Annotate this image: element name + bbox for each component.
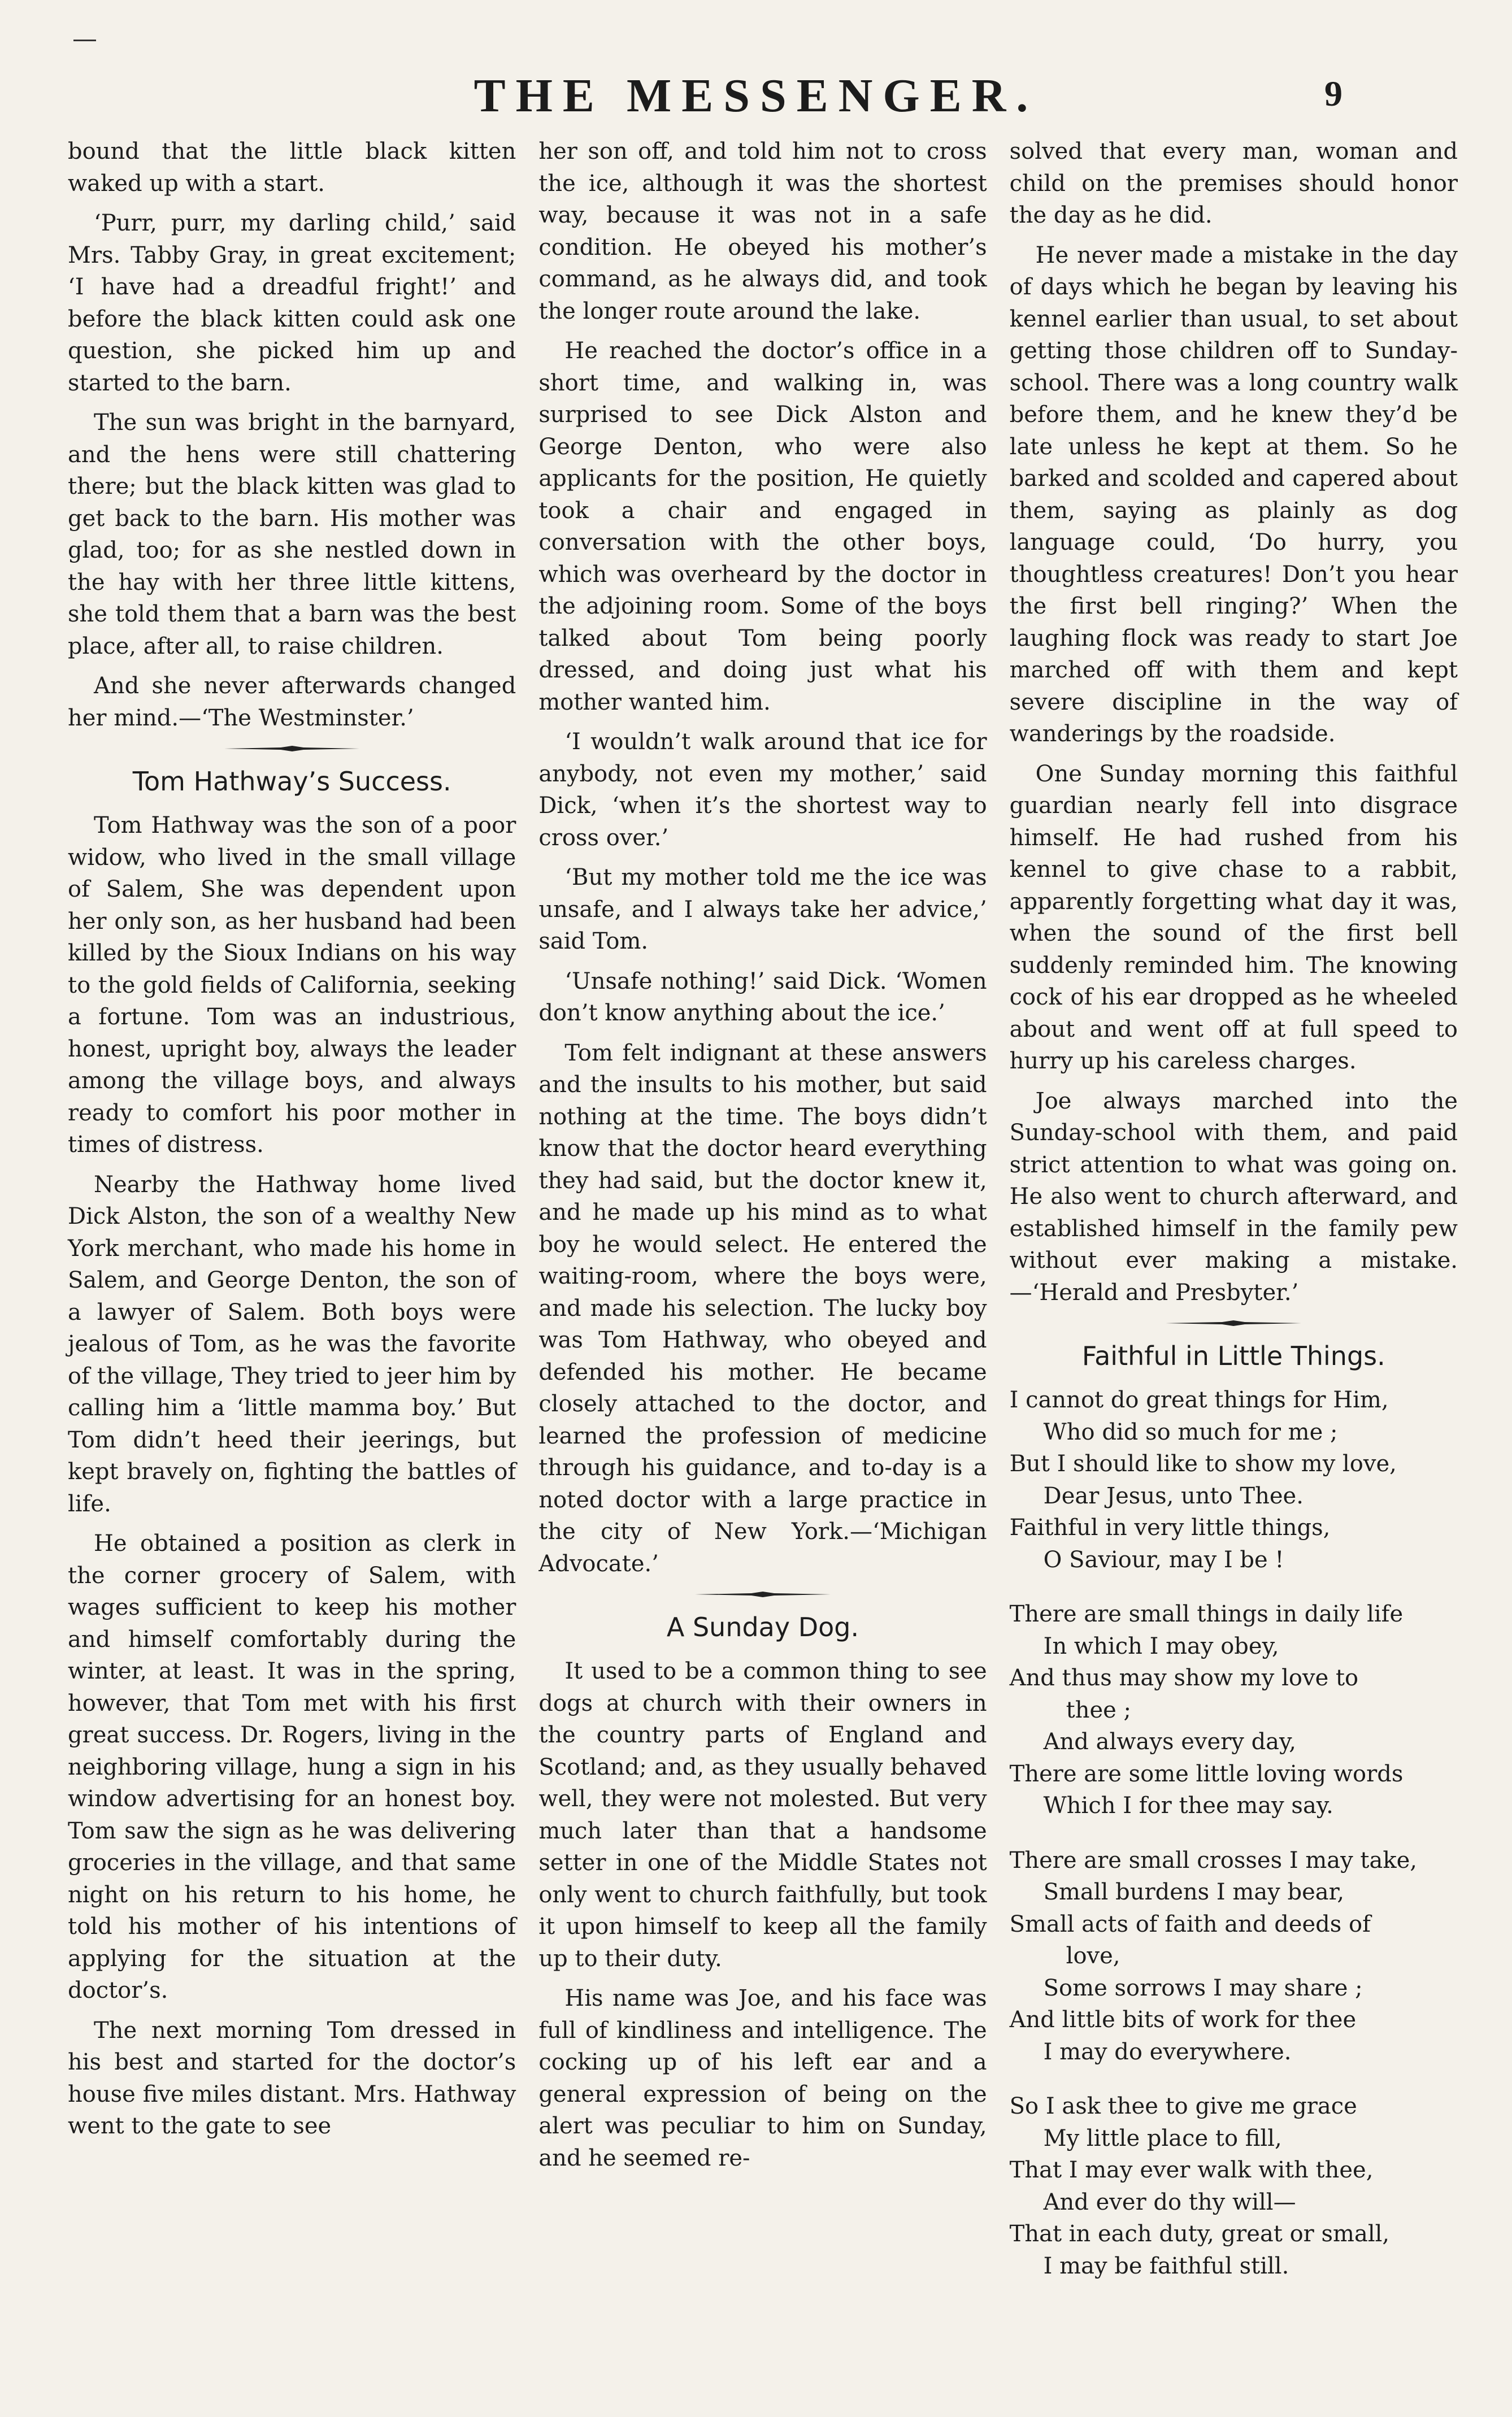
poem-heading: Faithful in Little Things. bbox=[1081, 1341, 1385, 1371]
poem-stanza bbox=[1010, 1845, 1458, 2068]
poem-line: And thus may show my love to bbox=[1009, 1665, 1359, 1691]
poem-line: Some sorrows I may share ; bbox=[1043, 1975, 1363, 2001]
paragraph: It used to be a common thing to see dogs at church with their owners in the country parts of England and Scotland; and, as they usually behaved well, they were not molested. But very much later than that a handsome setter in one of the Middle States not only went to church faithfully, but took it upon himself to keep all the family up to their duty. bbox=[538, 1658, 987, 1972]
section-divider bbox=[68, 745, 516, 752]
article-heading: A Sunday Dog. bbox=[666, 1612, 859, 1642]
paragraph: His name was Joe, and his face was full of kindliness and intelligence. The cocking up of his left ear and a general expression of being on the alert was peculiar to him on Sunday, and he seemed re- bbox=[538, 1985, 987, 2171]
poem-stanza bbox=[1010, 2090, 1458, 2282]
poem-line: That I may ever walk with thee, bbox=[1009, 2157, 1374, 2183]
paragraph: ‘But my mother told me the ice was unsafe, and I always take her advice,’ said Tom. bbox=[538, 864, 987, 954]
paragraph: bound that the little black kitten waked up with a start. bbox=[68, 138, 516, 197]
column-1 bbox=[68, 136, 516, 2373]
poem-line: There are some little loving words bbox=[1009, 1760, 1404, 1787]
paragraph: The sun was bright in the barnyard, and the hens were still chattering there; but the black kitten was glad to get back to the barn. His mother was glad, too; for as she nestled down in the hay with her three little kittens, she told them that a barn was the best place, after all, to raise children. bbox=[68, 410, 516, 659]
paragraph: Joe always marched into the Sunday-school with them, and paid strict attention to what was going on. He also went to church afterward, and established himself in the family pew without ever making a mistake.—‘Herald and Presbyter.’ bbox=[1009, 1088, 1458, 1306]
page-number: 9 bbox=[1324, 73, 1342, 114]
poem-line: I cannot do great things for Him, bbox=[1009, 1387, 1389, 1413]
poem-line: love, bbox=[1066, 1943, 1120, 1969]
paragraph: solved that every man, woman and child on the premises should honor the day as he did. bbox=[1009, 138, 1458, 228]
section-divider bbox=[538, 1591, 987, 1598]
paragraph: He obtained a position as clerk in the corner grocery of Salem, with wages sufficient to keep his mother and himself comfortably during the winter, at least. It was in the spring, however, that Tom met with his first great success. Dr. Rogers, living in the neighboring village, hung a sign in his window advertising for an honest boy. Tom saw the sign as he was delivering groceries in the village, and that same night on his return to his home, he told his mother of his intentions of applying for the situation at the doctor’s. bbox=[68, 1531, 516, 2003]
column-2 bbox=[538, 136, 987, 2373]
poem-line: O Saviour, may I be ! bbox=[1043, 1546, 1284, 1573]
poem-line: I may do everywhere. bbox=[1043, 2038, 1292, 2065]
paragraph: Nearby the Hathway home lived Dick Alston, the son of a wealthy New York merchant, who made his home in Salem, and George Denton, the son of a lawyer of Salem. Both boys were jealous of Tom, as he was the favorite of the village, They tried to jeer him by calling him a ‘little mamma boy.’ But Tom didn’t heed their jeerings, but kept bravely on, fighting the battles of life. bbox=[68, 1171, 516, 1517]
poem-line: Dear Jesus, unto Thee. bbox=[1043, 1483, 1304, 1509]
poem-line: And ever do thy will— bbox=[1043, 2189, 1296, 2215]
article-columns bbox=[68, 136, 1458, 2373]
poem-line: Faithful in very little things, bbox=[1009, 1515, 1331, 1541]
poem-line: In which I may obey, bbox=[1043, 1633, 1279, 1659]
paragraph: ‘I wouldn’t walk around that ice for anybody, not even my mother,’ said Dick, ‘when it’s the shortest way to cross over.’ bbox=[538, 729, 987, 851]
corner-mark bbox=[73, 40, 96, 41]
poem-line: Small acts of faith and deeds of bbox=[1009, 1911, 1371, 1937]
column-3 bbox=[1010, 136, 1458, 2373]
poem-line: And little bits of work for thee bbox=[1009, 2007, 1357, 2033]
poem-line: But I should like to show my love, bbox=[1009, 1451, 1397, 1477]
paragraph: And she never afterwards changed her mind.—‘The Westminster.’ bbox=[68, 673, 516, 731]
paragraph: ‘Unsafe nothing!’ said Dick. ‘Women don’t know anything about the ice.’ bbox=[538, 968, 987, 1026]
article-heading: Tom Hathway’s Success. bbox=[132, 766, 451, 797]
paragraph: ‘Purr, purr, my darling child,’ said Mrs. Tabby Gray, in great excitement; ‘I have had a dreadful fright!’ and before the black kitten could ask one question, she picked him up and started to the barn. bbox=[68, 210, 516, 396]
section-divider bbox=[1010, 1320, 1458, 1327]
poem-stanza bbox=[1010, 1384, 1458, 1576]
paragraph: He never made a mistake in the day of days which he began by leaving his kennel earlier than usual, to set about getting those children off to Sunday-school. There was a long country walk before them, and he knew they’d be late unless he kept at them. So he barked and scolded and capered about them, saying as plainly as dog language could, ‘Do hurry, you thoughtless creatures! Don’t you hear the first bell ringing?’ When the laughing flock was ready to start Joe marched off with them and kept severe discipline in the way of wanderings by the roadside. bbox=[1009, 242, 1458, 747]
poem-line: There are small things in daily life bbox=[1009, 1601, 1404, 1627]
paragraph: Tom felt indignant at these answers and the insults to his mother, but said nothing at the time. The boys didn’t know that the doctor heard everything they had said, but the doctor knew it, and he made up his mind as to what boy he would select. He entered the waiting-room, where the boys were, and made his selection. The lucky boy was Tom Hathway, who obeyed and defended his mother. He became closely attached to the doctor, and learned the profession of medicine through his guidance, and to-day is a noted doctor with a large practice in the city of New York.—‘Michigan Advocate.’ bbox=[538, 1040, 987, 1577]
poem-stanza bbox=[1010, 1598, 1458, 1822]
paragraph: Tom Hathway was the son of a poor widow, who lived in the small village of Salem, She was dependent upon her only son, as her husband had been killed by the Sioux Indians on his way to the gold fields of California, seeking a fortune. Tom was an industrious, honest, upright boy, always the leader among the village boys, and always ready to comfort his poor mother in times of distress. bbox=[68, 812, 516, 1158]
poem-line: Which I for thee may say. bbox=[1043, 1793, 1333, 1819]
poem-line: Small burdens I may bear, bbox=[1043, 1879, 1345, 1905]
paragraph: her son off, and told him not to cross the ice, although it was the shortest way, because it was not in a safe condition. He obeyed his mother’s command, as he always did, and took the longer route around the lake. bbox=[538, 138, 987, 324]
poem-line: That in each duty, great or small, bbox=[1009, 2221, 1390, 2247]
poem-line: My little place to fill, bbox=[1043, 2125, 1282, 2151]
poem-line: Who did so much for me ; bbox=[1043, 1419, 1338, 1445]
poem-line: And always every day, bbox=[1043, 1729, 1297, 1755]
paragraph: He reached the doctor’s office in a short time, and walking in, was surprised to see Dick Alston and George Denton, who were also applicants for the position, He quietly took a chair and engaged in conversation with the other boys, which was overheard by the doctor in the adjoining room. Some of the boys talked about Tom being poorly dressed, and doing just what his mother wanted him. bbox=[538, 338, 987, 715]
masthead bbox=[0, 68, 1512, 130]
paragraph: One Sunday morning this faithful guardian nearly fell into disgrace himself. He had rushed from his kennel to give chase to a rabbit, apparently forgetting what day it was, when the sound of the first bell suddenly reminded him. The knowing cock of his ear dropped as he wheeled about and went off at full speed to hurry up his careless charges. bbox=[1009, 760, 1458, 1074]
poem-line: So I ask thee to give me grace bbox=[1009, 2093, 1357, 2119]
newspaper-title: THE MESSENGER. bbox=[473, 69, 1039, 122]
paragraph: The next morning Tom dressed in his best and started for the doctor’s house five miles distant. Mrs. Hathway went to the gate to see bbox=[68, 2017, 516, 2139]
poem-line: thee ; bbox=[1066, 1697, 1132, 1723]
poem-line: There are small crosses I may take, bbox=[1009, 1847, 1417, 1873]
poem-line: I may be faithful still. bbox=[1043, 2253, 1289, 2279]
